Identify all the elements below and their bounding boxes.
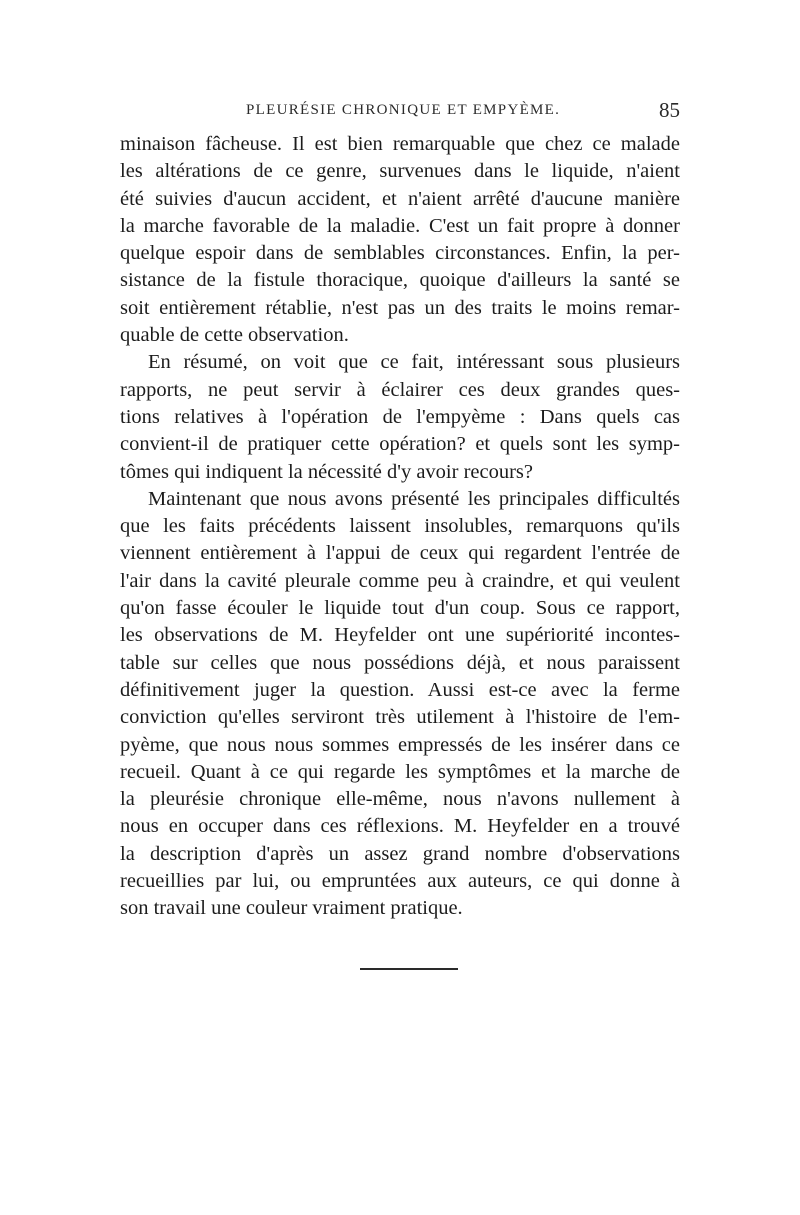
- text-line: quelque espoir dans de semblables circonstances. Enfin, la per-: [120, 242, 680, 265]
- text-line: pyème, que nous nous sommes empressés de les insérer dans ce: [120, 733, 680, 756]
- text-line: quable de cette observation.: [120, 324, 349, 347]
- text-line: nous en occuper dans ces réflexions. M. Heyfelder en a trouvé: [120, 815, 680, 838]
- text-line: recueillies par lui, ou empruntées aux auteurs, ce qui donne à: [120, 870, 680, 893]
- text-line: la pleurésie chronique elle-même, nous n'avons nullement à: [120, 788, 680, 811]
- text-line: l'air dans la cavité pleurale comme peu à craindre, et qui veulent: [120, 569, 680, 592]
- paragraph-2: [120, 349, 680, 485]
- text-line: Maintenant que nous avons présenté les principales difficultés: [148, 487, 680, 510]
- text-line: soit entièrement rétablie, n'est pas un des traits le moins remar-: [120, 296, 680, 319]
- text-line: été suivies d'aucun accident, et n'aient arrêté d'aucune manière: [120, 187, 680, 210]
- text-line: les altérations de ce genre, survenues dans le liquide, n'aient: [120, 160, 680, 183]
- text-line: que les faits précédents laissent insolubles, remarquons qu'ils: [120, 515, 680, 538]
- text-line: viennent entièrement à l'appui de ceux qui regardent l'entrée de: [120, 542, 680, 565]
- text-line: tômes qui indiquent la nécessité d'y avoir recours?: [120, 460, 534, 483]
- running-head: [120, 98, 680, 128]
- page-number: 85: [659, 98, 680, 122]
- text-line: convient-il de pratiquer cette opération? et quels sont les symp-: [120, 433, 680, 456]
- text-line: conviction qu'elles serviront très utilement à l'histoire de l'em-: [120, 706, 680, 729]
- running-title: PLEURÉSIE CHRONIQUE ET EMPYÈME.: [246, 102, 561, 118]
- text-line: la description d'après un assez grand nombre d'observations: [120, 842, 680, 865]
- text-line: table sur celles que nous possédions déjà, et nous paraissent: [120, 651, 680, 674]
- section-end-rule: [360, 968, 458, 970]
- text-line: les observations de M. Heyfelder ont une supériorité incontes-: [120, 624, 680, 647]
- paragraph-1: [120, 131, 680, 349]
- body-text: [120, 131, 680, 923]
- text-line: qu'on fasse écouler le liquide tout d'un coup. Sous ce rapport,: [120, 597, 680, 620]
- paragraph-3: [120, 486, 680, 923]
- text-line: tions relatives à l'opération de l'empyème : Dans quels cas: [120, 405, 680, 428]
- text-line: minaison fâcheuse. Il est bien remarquable que chez ce malade: [120, 133, 680, 155]
- text-line: définitivement juger la question. Aussi est-ce avec la ferme: [120, 678, 680, 701]
- text-line: En résumé, on voit que ce fait, intéressant sous plusieurs: [148, 351, 680, 374]
- text-line: recueil. Quant à ce qui regarde les symptômes et la marche de: [120, 760, 680, 783]
- text-line: son travail une couleur vraiment pratique.: [120, 897, 463, 920]
- text-line: rapports, ne peut servir à éclairer ces deux grandes ques-: [120, 378, 680, 401]
- text-line: la marche favorable de la maladie. C'est un fait propre à donner: [120, 214, 680, 237]
- text-line: sistance de la fistule thoracique, quoique d'ailleurs la santé se: [120, 269, 680, 292]
